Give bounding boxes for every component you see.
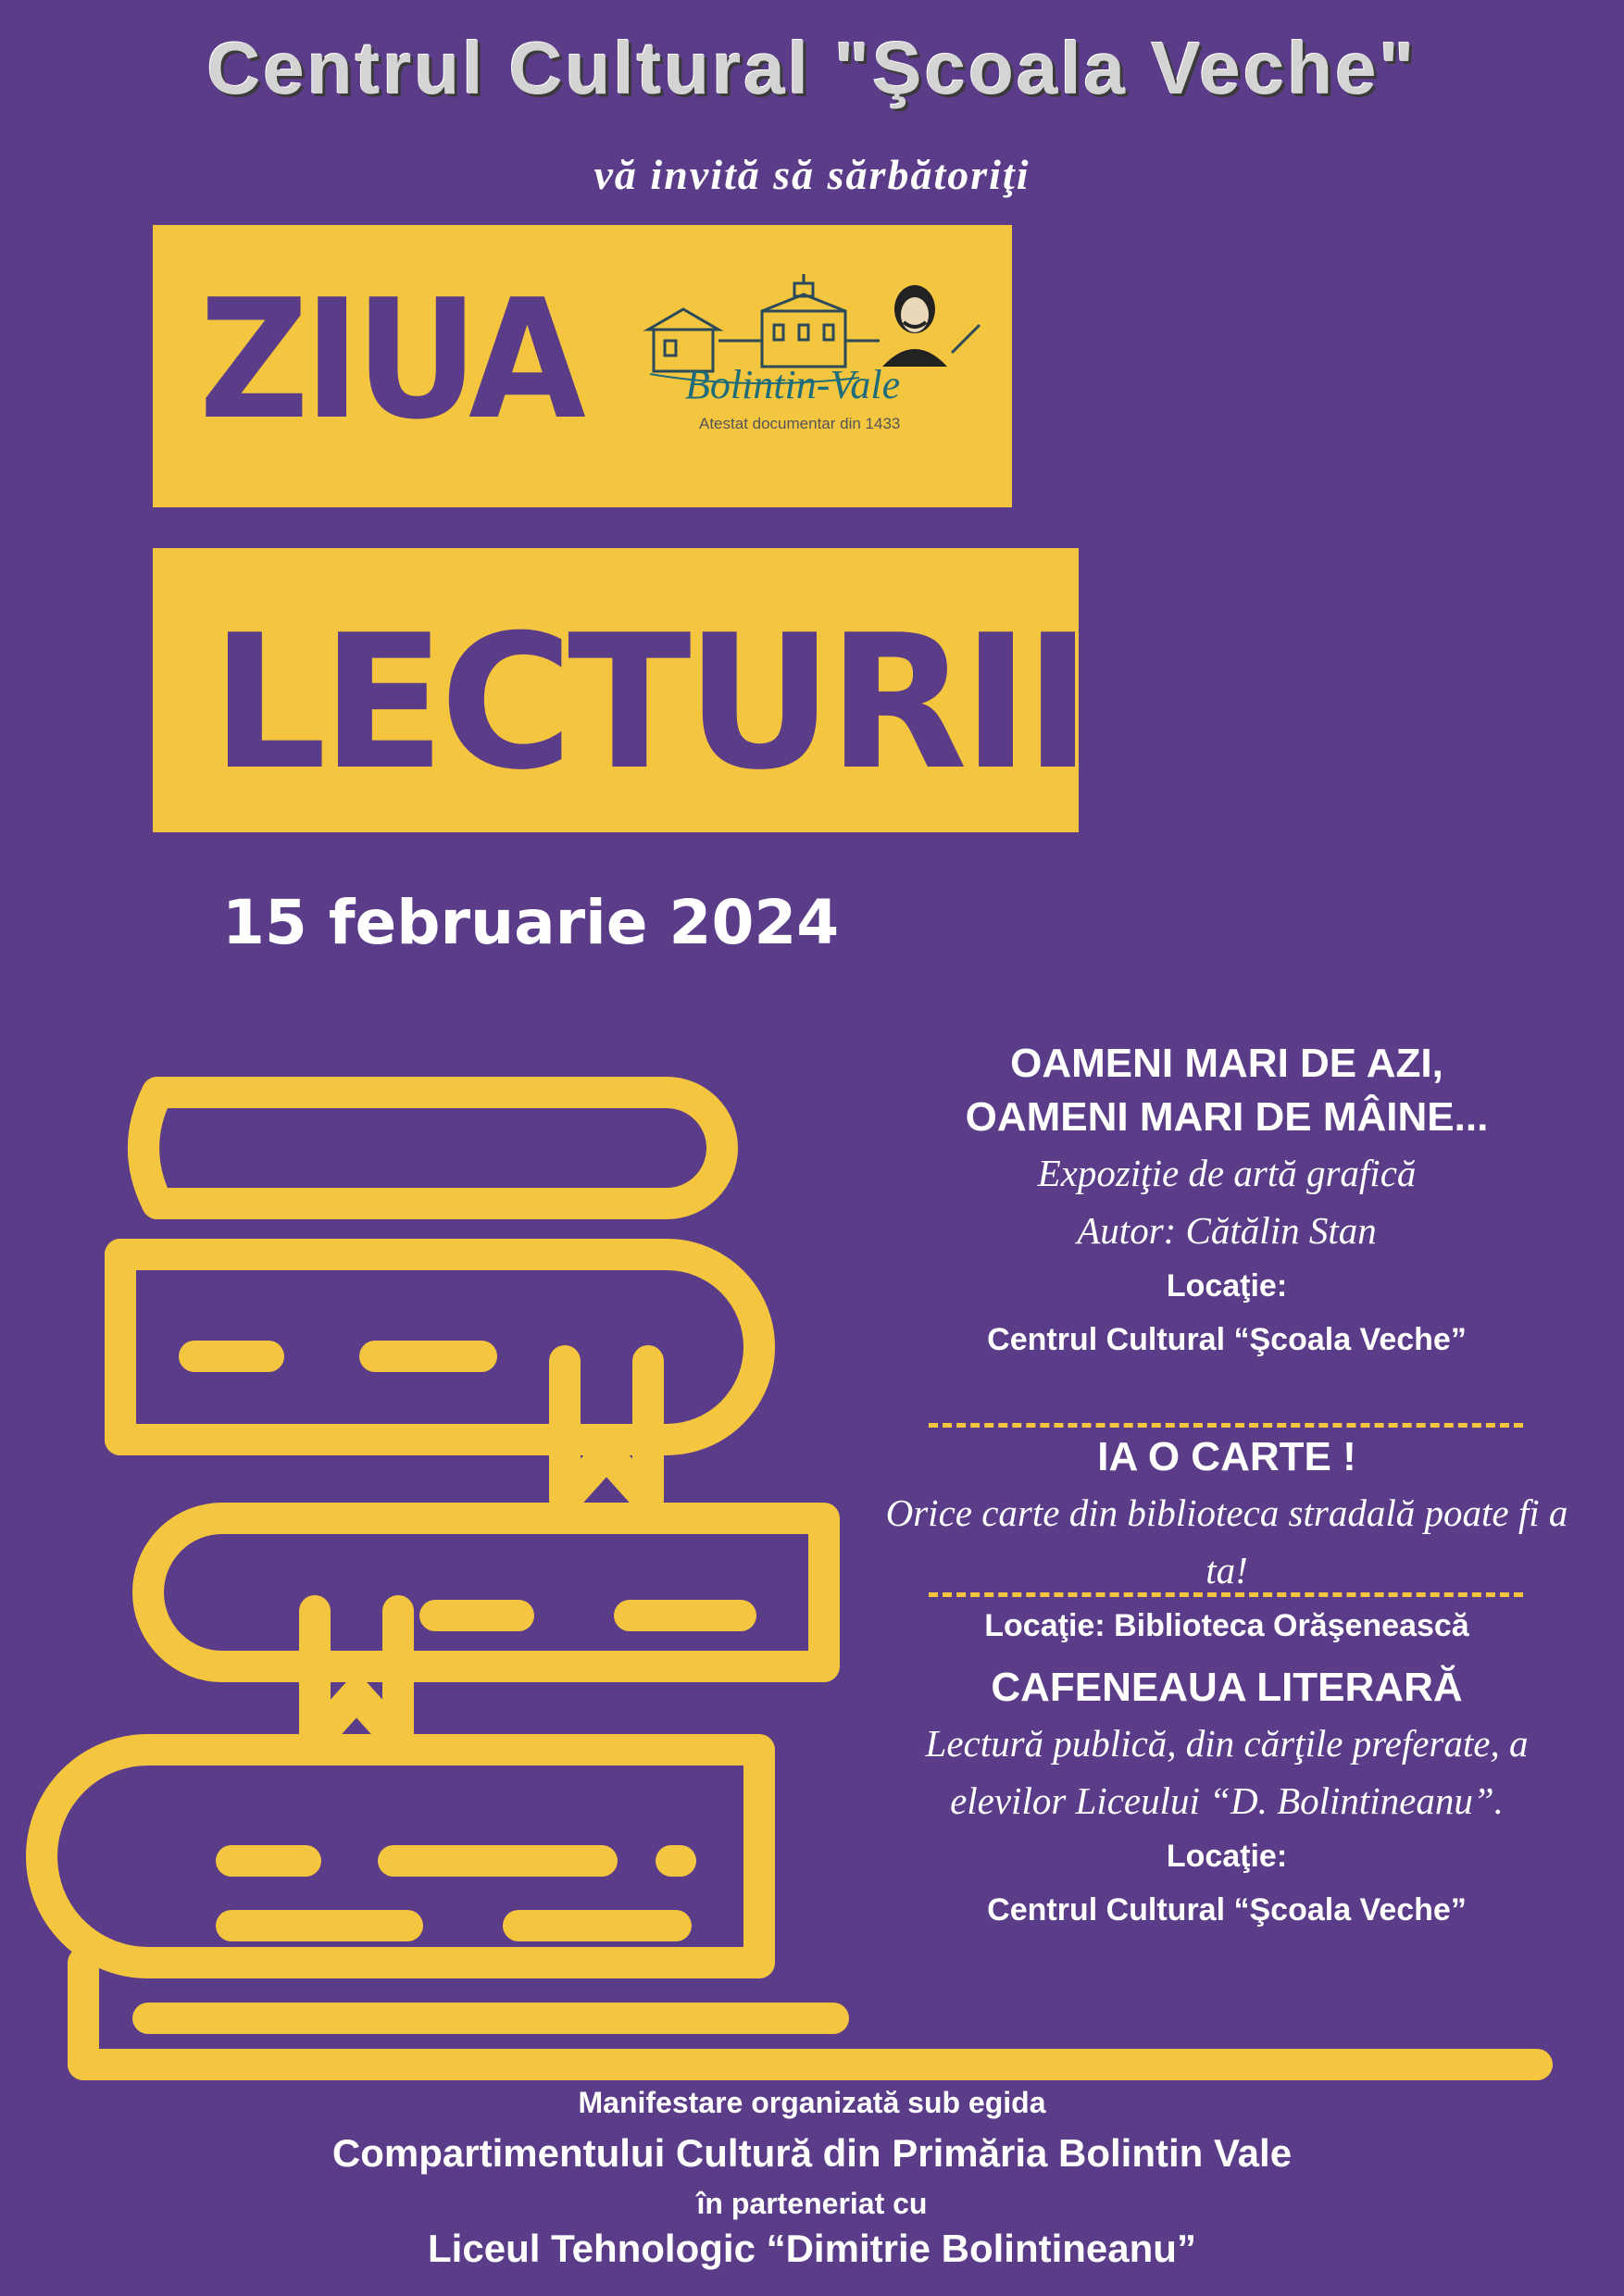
- location-value: Locaţie: Biblioteca Orăşenească: [984, 1608, 1469, 1643]
- activity-description-line1: Lectură publică, din cărţile preferate, a: [925, 1722, 1529, 1765]
- location-value: Centrul Cultural “Şcoala Veche”: [987, 1892, 1467, 1928]
- footer-line-2: Compartimentului Cultură din Primăria Bolintin Vale: [331, 2131, 1293, 2175]
- activity-title: CAFENEAUA LITERARĂ: [991, 1665, 1463, 1710]
- activity-take-a-book: [870, 1430, 1583, 1653]
- organizer-title: Centrul Cultural "Şcoala Veche": [206, 27, 1418, 109]
- activity-literary-cafe: [870, 1661, 1583, 1937]
- section-divider: [929, 1592, 1523, 1597]
- event-date: 15 februarie 2024: [222, 887, 840, 958]
- invitation-line: vă invită să sărbătoriţi: [593, 151, 1031, 198]
- activity-title: IA O CARTE !: [1097, 1434, 1356, 1479]
- location-label: Locaţie:: [1166, 1839, 1288, 1874]
- footer-line-4: Liceul Tehnologic “Dimitrie Bolintineanu”: [428, 2227, 1196, 2270]
- activity-author: Autor: Cătălin Stan: [1077, 1209, 1377, 1252]
- logo-script-text: Bolintin-Vale: [685, 362, 901, 407]
- activity-exhibition: [870, 1037, 1583, 1366]
- activity-description-line2: elevilor Liceului “D. Bolintineanu”.: [950, 1779, 1504, 1822]
- footer-line-3: în parteneriat cu: [696, 2187, 928, 2220]
- activity-description: Orice carte din biblioteca stradală poate fi a ta!: [885, 1491, 1568, 1591]
- activity-title-line1: OAMENI MARI DE AZI,: [1010, 1041, 1443, 1086]
- activity-description: Expoziţie de artă grafică: [1037, 1152, 1417, 1194]
- event-title-line1: ZIUA: [199, 264, 581, 455]
- logo-caption: Atestat documentar din 1433: [699, 415, 901, 432]
- location-value: Centrul Cultural “Şcoala Veche”: [987, 1322, 1467, 1357]
- footer-line-1: Manifestare organizată sub egida: [578, 2086, 1046, 2119]
- section-divider: [929, 1423, 1523, 1428]
- event-title-line2: LECTURII: [211, 595, 1087, 811]
- activity-title-line2: OAMENI MARI DE MÂINE...: [965, 1094, 1489, 1140]
- location-label: Locaţie:: [1166, 1268, 1288, 1304]
